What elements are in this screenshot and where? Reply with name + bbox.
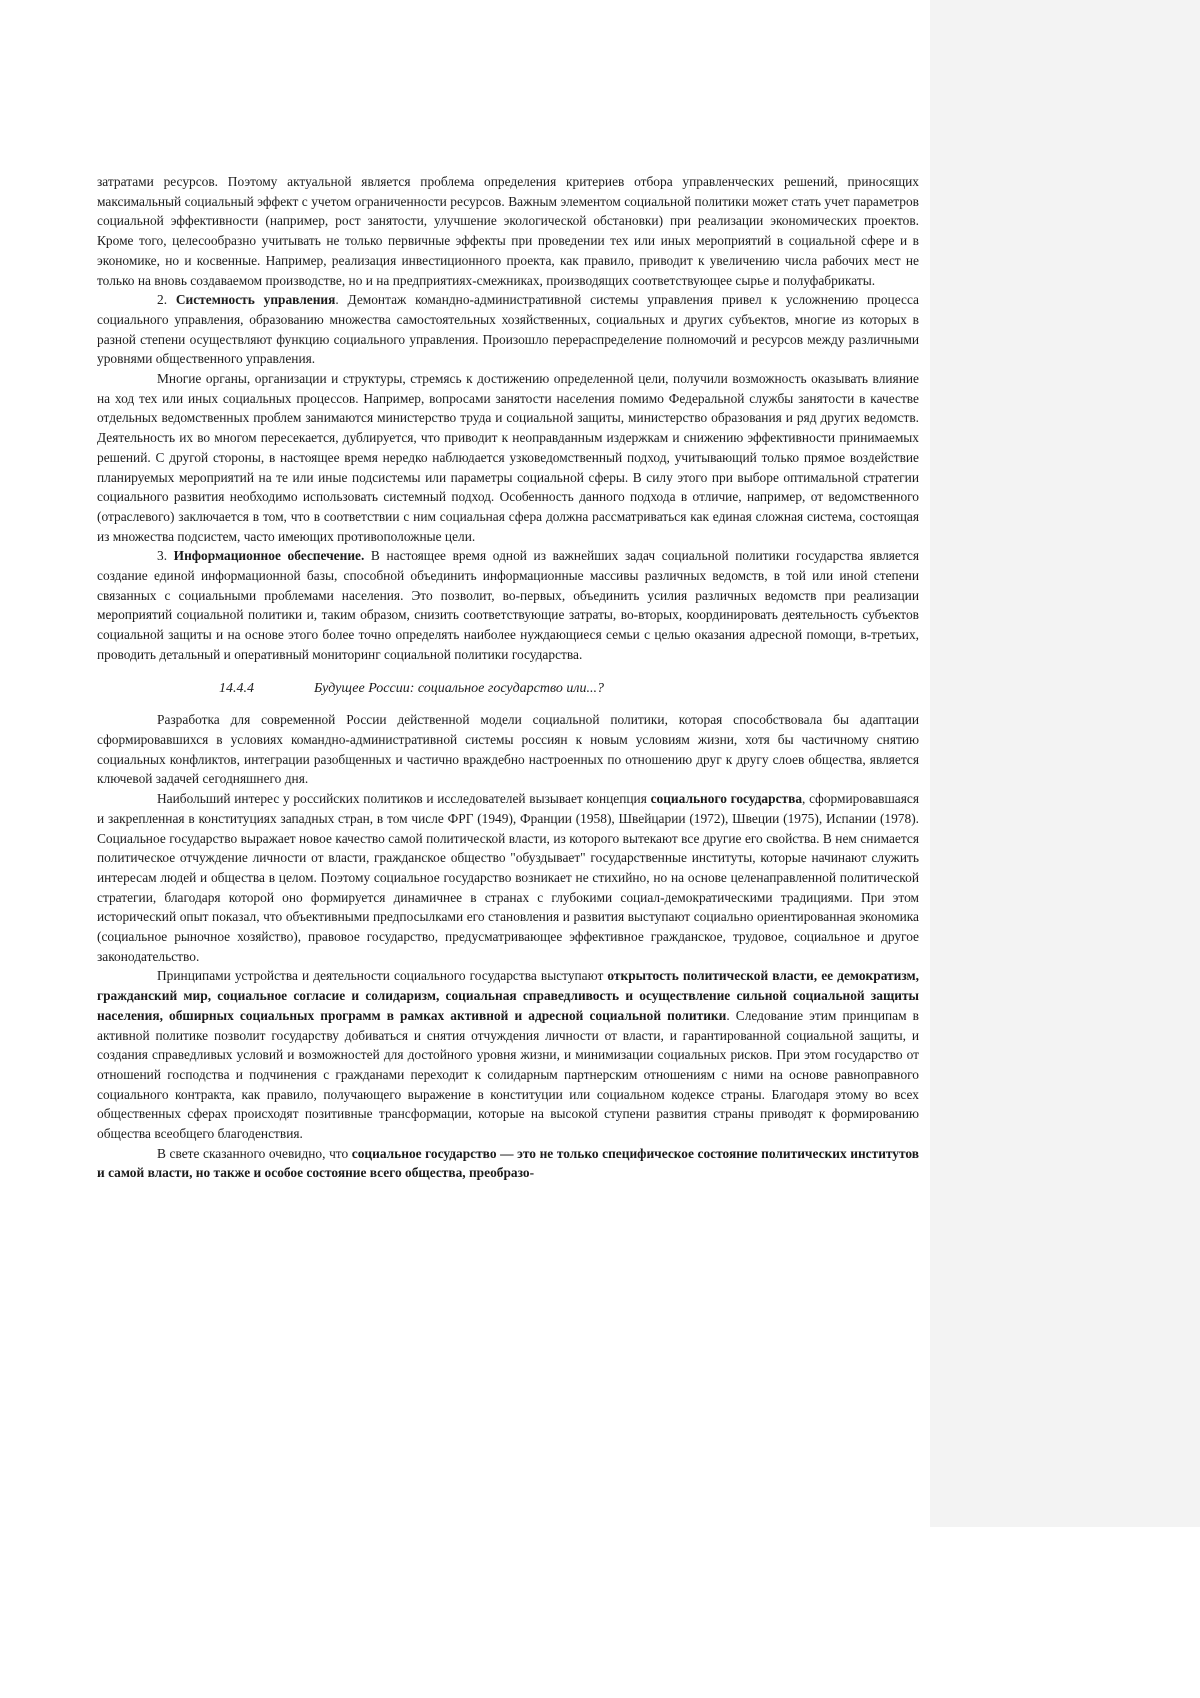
document-body — [97, 172, 919, 1183]
paragraph-5: Разработка для современной России действенной модели социальной политики, которая способствовала бы адаптации сформировавшихся в условиях командно-административной системы россиян к новым условиям жизни, хотя бы частичному снятию социальных конфликтов, интеграции разобщенных и частично враждебно настроенных по отношению друг к другу слоев общества, является ключевой задачей сегодняшнего дня. — [97, 710, 919, 789]
paragraph-6-lead: Наибольший интерес у российских политиков и исследователей вызывает концепция — [157, 791, 651, 806]
paragraph-8 — [97, 1144, 919, 1183]
document-page — [0, 0, 930, 1698]
paragraph-6 — [97, 789, 919, 966]
paragraph-7-lead: Принципами устройства и деятельности социального государства выступают — [157, 968, 607, 983]
paragraph-2-text: . Демонтаж командно-административной системы управления привел к усложнению процесса социального управления, образованию множества самостоятельных хозяйственных, социальных и других субъектов, многие из которых в разной степени осуществляют функцию социального управления. Произошло перераспределение полномочий и ресурсов между различными уровнями общественного управления. — [97, 292, 919, 366]
term-information-support: Информационное обеспечение. — [174, 548, 365, 563]
term-social-state: социального государства — [651, 791, 802, 806]
paragraph-7-text: . Следование этим принципам в активной политике позволит государству добиваться и снятия отчуждения личности от власти, и гарантированной социальной защиты, и создания справедливых условий и возможностей для достойного уровня жизни, и минимизации социальных рисков. При этом государство от отношений господства и подчинения с гражданами переходит к солидарным партнерским отношениям с ними на основе равноправного социального контракта, как правило, получающего выражение в конституции или социальном кодексе страны. Благодаря этому во всех общественных сферах происходят позитивные трансформации, которые на высокой ступени развития страны приводят к формированию общества всеобщего благоденствия. — [97, 1008, 919, 1141]
list-number: 2. — [157, 292, 176, 307]
comment-margin-pane — [930, 0, 1200, 1527]
paragraph-6-text: , сформировавшаяся и закрепленная в конституциях западных стран, в том числе ФРГ (1949), Франции (1958), Швейцарии (1972), Швеции (1975), Испании (1978). Социальное государство выражает новое качество самой политической власти, из которого вытекают все другие его свойства. В нем снимается политическое отчуждение личности от власти, гражданское общество "обуздывает" государственные институты, которые начинают служить интересам людей и общества в целом. Поэтому социальное государство возникает не стихийно, но на основе целенаправленной политической стратегии, благодаря которой оно формируется динамичнее в странах с глубокими социал-демократическими традициями. При этом исторический опыт показал, что объективными предпосылками его становления и развития выступают социально ориентированная экономика (социальное рыночное хозяйство), правовое государство, предусматривающее эффективное гражданское, трудовое, социальное и другое законодательство. — [97, 791, 919, 964]
term-systemic-management: Системность управления — [176, 292, 336, 307]
section-heading — [97, 679, 919, 699]
section-title: Будущее России: социальное государство или...? — [314, 679, 604, 699]
section-number: 14.4.4 — [219, 679, 314, 699]
paragraph-7 — [97, 966, 919, 1143]
paragraph-3: Многие органы, организации и структуры, стремясь к достижению определенной цели, получили возможность оказывать влияние на ход тех или иных социальных процессов. Например, вопросами занятости населения помимо Федеральной службы занятости в качестве отдельных ведомственных проблем занимаются министерство труда и социальной защиты, министерство образования и ряд других ведомств. Деятельность их во многом пересекается, дублируется, что приводит к неоправданным издержкам и снижению эффективности принимаемых решений. С другой стороны, в настоящее время нередко наблюдается узковедомственный подход, учитывающий только прямое воздействие планируемых мероприятий на те или иные подсистемы или параметры социальной сферы. В силу этого при выборе оптимальной стратегии социального развития необходимо использовать системный подход. Особенность данного подхода в отличие, например, от ведомственного (отраслевого) заключается в том, что в соответствии с ним социальная сфера должна рассматриваться как единая сложная система, состоящая из множества подсистем, часто имеющих противоположные цели. — [97, 369, 919, 546]
paragraph-1: затратами ресурсов. Поэтому актуальной является проблема определения критериев отбора управленческих решений, приносящих максимальный социальный эффект с учетом ограниченности ресурсов. Важным элементом социальной политики может стать учет параметров социальной эффективности (например, рост занятости, улучшение экологической обстановки) при реализации экономических проектов. Кроме того, целесообразно учитывать не только первичные эффекты при проведении тех или иных мероприятий в социальной сфере и в экономике, но и косвенные. Например, реализация инвестиционного проекта, как правило, приводит к увеличению числа рабочих мест не только на вновь создаваемом производстве, но и на предприятиях-смежниках, производящих соответствующее сырье и полуфабрикаты. — [97, 172, 919, 290]
list-number: 3. — [157, 548, 174, 563]
paragraph-8-lead: В свете сказанного очевидно, что — [157, 1146, 352, 1161]
social-state-definition: социальное государство — это не только специфическое состояние политических институтов и самой власти, но также и особое состояние всего общества, преобразо- — [97, 1146, 919, 1181]
paragraph-2 — [97, 290, 919, 369]
paragraph-4-text: В настоящее время одной из важнейших задач социальной политики государства является создание единой информационной базы, способной объединить информационные массивы различных ведомств, в той или иной степени связанных с социальными проблемами населения. Это позволит, во-первых, объединить усилия различных ведомств при реализации мероприятий социальной политики и, таким образом, снизить соответствующие затраты, во-вторых, координировать деятельность субъектов социальной защиты и на основе этого более точно определять наиболее нуждающиеся семьи с целью оказания адресной помощи, в-третьих, проводить детальный и оперативный мониторинг социальной политики государства. — [97, 548, 919, 662]
paragraph-4 — [97, 546, 919, 664]
principles-list: открытость политической власти, ее демократизм, гражданский мир, социальное согласие и солидаризм, социальная справедливость и осуществление сильной социальной защиты населения, обширных социальных программ в рамках активной и адресной социальной политики — [97, 968, 919, 1022]
